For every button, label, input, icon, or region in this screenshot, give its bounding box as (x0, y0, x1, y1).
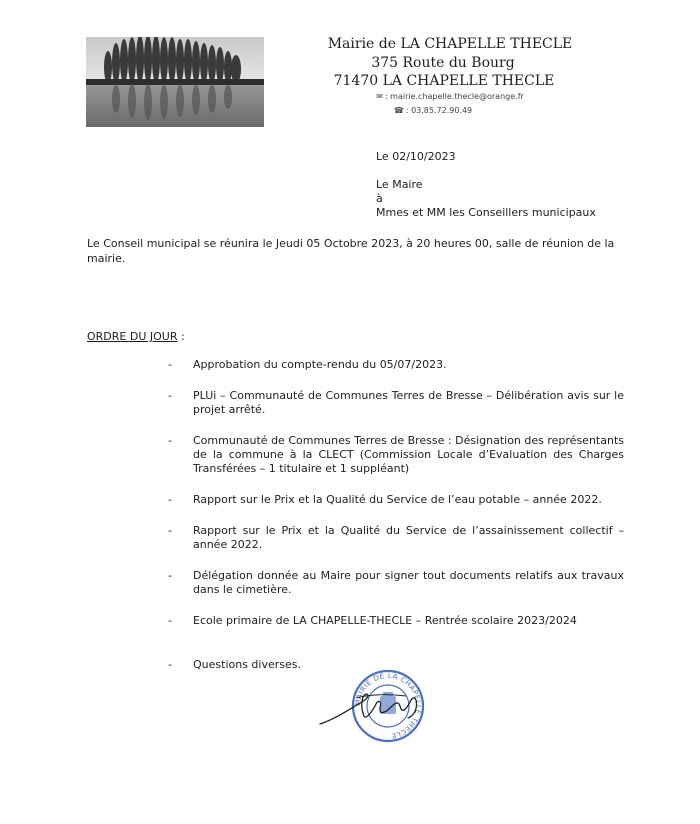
letter-date: Le 02/10/2023 (376, 150, 456, 163)
agenda-title-colon: : (177, 330, 185, 343)
agenda-item: - Délégation donnée au Maire pour signer tout documents relatifs aux travaux dans le cimetière. (168, 569, 624, 596)
postal-address: 71470 LA CHAPELLE THECLE (333, 73, 555, 89)
agenda-list (168, 358, 624, 672)
agenda-item: - Approbation du compte-rendu du 05/07/2023. (168, 358, 447, 371)
street-address: 375 Route du Bourg (371, 55, 515, 71)
agenda-title-text: ORDRE DU JOUR (87, 330, 178, 343)
phone-text: : 03.85.72.90.49 (405, 106, 473, 115)
recipient-block (376, 178, 596, 220)
email-text: : mairie.chapelle.thecle@orange.fr (384, 92, 524, 101)
sender: Le Maire (376, 178, 423, 191)
header-photo (86, 37, 264, 127)
meeting-announcement: Le Conseil municipal se réunira le Jeudi 05 Octobre 2023, à 20 heures 00, salle de réunion de la mairie. (87, 237, 615, 265)
municipal-seal (353, 671, 423, 741)
envelope-icon: ✉ (376, 92, 383, 101)
svg-text:MAIRIE DE LA CHAPELLE THECLE: MAIRIE DE LA CHAPELLE THECLE (353, 671, 423, 740)
mayor-stamp-signature (310, 664, 450, 744)
telephone-icon: ☎ (393, 106, 404, 115)
agenda-item: - Rapport sur le Prix et la Qualité du Service de l’eau potable – année 2022. (168, 493, 602, 506)
phone-line (266, 104, 600, 118)
to-word: à (376, 192, 383, 205)
email-line (300, 90, 600, 104)
agenda-item: - Ecole primaire de LA CHAPELLE-THECLE – Rentrée scolaire 2023/2024 (168, 614, 577, 627)
agenda-title (87, 330, 185, 343)
agenda-item: - PLUi – Communauté de Communes Terres de Bresse – Délibération avis sur le projet arrêté. (168, 389, 624, 416)
letterhead (300, 35, 600, 118)
agenda-item: - Rapport sur le Prix et la Qualité du Service de l’assainissement collectif – année 2022. (168, 524, 624, 551)
agenda-item: - Communauté de Communes Terres de Bresse : Désignation des représentants de la commune à la CLECT (Commission Locale d’Evaluation des Charges Transférées – 1 titulaire et 1 suppléant) (168, 434, 624, 475)
agenda-item: - Questions diverses. (168, 658, 301, 671)
recipients: Mmes et MM les Conseillers municipaux (376, 206, 596, 219)
mairie-name: Mairie de LA CHAPELLE THECLE (327, 36, 573, 52)
